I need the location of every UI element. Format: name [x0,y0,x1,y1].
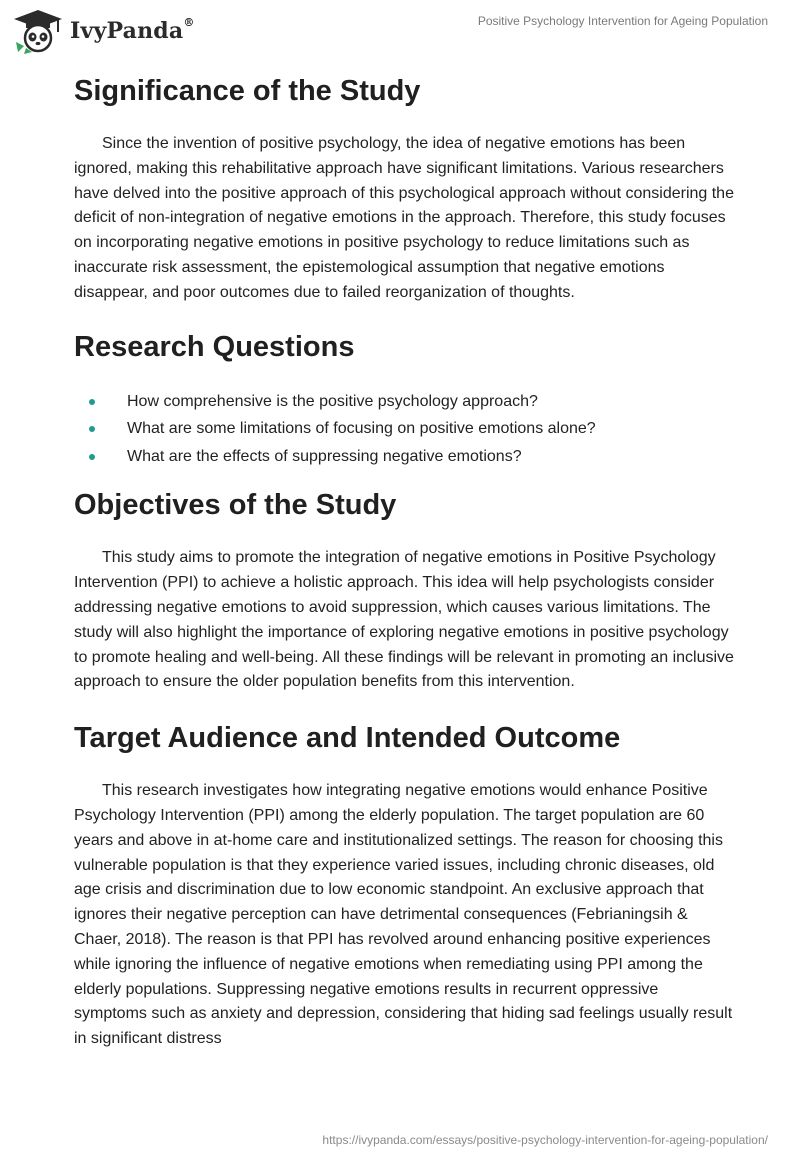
page-header [0,0,800,60]
bullet-icon [89,454,95,460]
significance-paragraph: Since the invention of positive psychology, the idea of negative emotions has been ignored, making this rehabilitative approach have significant limitations. Various researchers have delved into the positive approach of this psychological approach without considering the deficit of non-integration of negative emotions in the approach. Therefore, this study focuses on incorporating negative emotions in positive psychology to reduce limitations such as inaccurate risk assessment, the epistemological assumption that negative emotions disappear, and poor outcomes due to failed reorganization of thoughts. [74,135,734,301]
research-questions-heading: Research Questions [74,330,355,363]
objectives-heading: Objectives of the Study [74,489,397,522]
essay-content [74,70,734,1052]
research-questions-list [74,388,734,471]
brand-name: IvyPanda® [70,16,195,44]
brand-logo[interactable] [12,8,195,54]
panda-graduate-icon [12,8,64,54]
significance-heading: Significance of the Study [74,75,421,107]
target-audience-paragraph: This research investigates how integrating negative emotions would enhance Positive Psychology Intervention (PPI) among the elderly population. The target population are 60 years and above in at-home care and institutionalized settings. The reason for choosing this vulnerable population is that they experience varied issues, including chronic diseases, old age crisis and discrimination due to low economic standpoint. An exclusive approach that ignores their negative perception can have detrimental consequences (Febrianingsih & Chaer, 2018). The reason is that PPI has revolved around enhancing positive experiences while ignoring the influence of negative emotions when remediating using PPI among the elderly populations. Suppressing negative emotions results in recurrent oppressive symptoms such as anxiety and depression, considering that hiding sad feelings usually result in significant distress [74,782,733,1048]
list-item: What are the effects of suppressing negative emotions? [74,443,734,471]
list-item: How comprehensive is the positive psychology approach? [74,388,734,416]
list-item: What are some limitations of focusing on positive emotions alone? [74,415,734,443]
objectives-paragraph: This study aims to promote the integration of negative emotions in Positive Psychology Intervention (PPI) to achieve a holistic approach. This idea will help psychologists consider addressing negative emotions to avoid suppression, which causes various limitations. The study will also highlight the importance of exploring negative emotions in positive psychology to promote healing and well-being. All these findings will be relevant in promoting an inclusive approach to ensure the older population benefits from this intervention. [74,549,734,691]
source-url-link[interactable]: https://ivypanda.com/essays/positive-psychology-intervention-for-ageing-population/ [322,1133,768,1147]
document-title: Positive Psychology Intervention for Ageing Population [477,14,768,28]
target-audience-heading: Target Audience and Intended Outcome [74,722,621,755]
bullet-icon [89,426,95,432]
bullet-icon [89,399,95,405]
